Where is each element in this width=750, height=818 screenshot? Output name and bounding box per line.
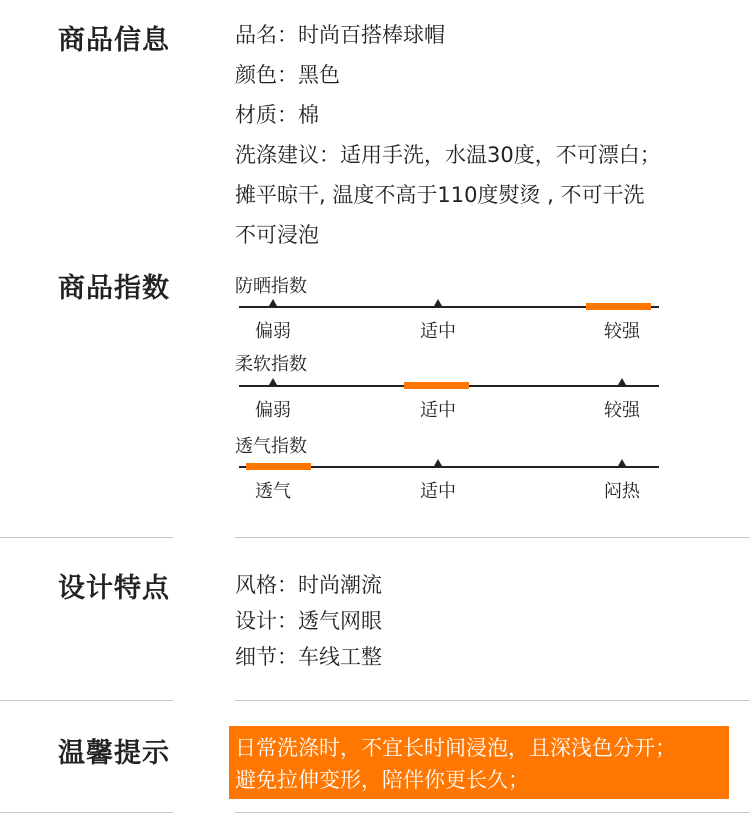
divider-right <box>235 812 750 813</box>
info-line-wash-1: 洗涤建议：适用手洗，水温30度，不可漂白； <box>235 143 661 167</box>
scale-highlight <box>586 303 651 310</box>
divider-left <box>0 537 173 538</box>
info-line-name: 品名：时尚百搭棒球帽 <box>235 23 445 47</box>
design-line-detail: 细节：车线工整 <box>235 645 382 669</box>
scale-level-label: 较强 <box>604 400 640 421</box>
divider-left <box>0 812 173 813</box>
scale-tick-marker <box>618 459 626 466</box>
tip-line: 避免拉伸变形，陪伴你更长久； <box>235 768 529 792</box>
scale-level-label: 偏弱 <box>255 321 291 342</box>
info-line-color: 颜色：黑色 <box>235 63 340 87</box>
scale-tick-marker <box>269 378 277 385</box>
design-line-style: 风格：时尚潮流 <box>235 573 382 597</box>
scale-level-label: 闷热 <box>604 481 640 502</box>
scale-highlight <box>404 382 469 389</box>
scale-highlight <box>246 463 311 470</box>
scale-level-label: 适中 <box>420 321 456 342</box>
scale-tick-marker <box>434 459 442 466</box>
section-title-design-features: 设计特点 <box>58 573 170 604</box>
section-title-product-info: 商品信息 <box>58 25 170 56</box>
scale-level-label: 偏弱 <box>255 400 291 421</box>
index-label: 防晒指数 <box>235 276 307 297</box>
tip-box <box>229 726 729 799</box>
scale-level-label: 透气 <box>255 481 291 502</box>
divider-left <box>0 700 173 701</box>
scale-tick-marker <box>618 378 626 385</box>
index-label: 柔软指数 <box>235 354 307 375</box>
index-label: 透气指数 <box>235 436 307 457</box>
design-line-design: 设计：透气网眼 <box>235 609 382 633</box>
scale-tick-marker <box>434 299 442 306</box>
info-line-wash-3: 不可浸泡 <box>235 223 319 247</box>
divider-right <box>235 700 750 701</box>
scale-level-label: 适中 <box>420 400 456 421</box>
scale-level-label: 较强 <box>604 321 640 342</box>
divider-right <box>235 537 750 538</box>
scale-tick-marker <box>269 299 277 306</box>
info-line-material: 材质：棉 <box>235 103 319 127</box>
tip-line: 日常洗涤时，不宜长时间浸泡，且深浅色分开； <box>235 736 676 760</box>
section-title-product-index: 商品指数 <box>58 273 170 304</box>
section-title-warm-tips: 温馨提示 <box>58 738 170 769</box>
scale-level-label: 适中 <box>420 481 456 502</box>
info-line-wash-2: 摊平晾干, 温度不高于110度熨烫 , 不可干洗 <box>235 183 645 207</box>
